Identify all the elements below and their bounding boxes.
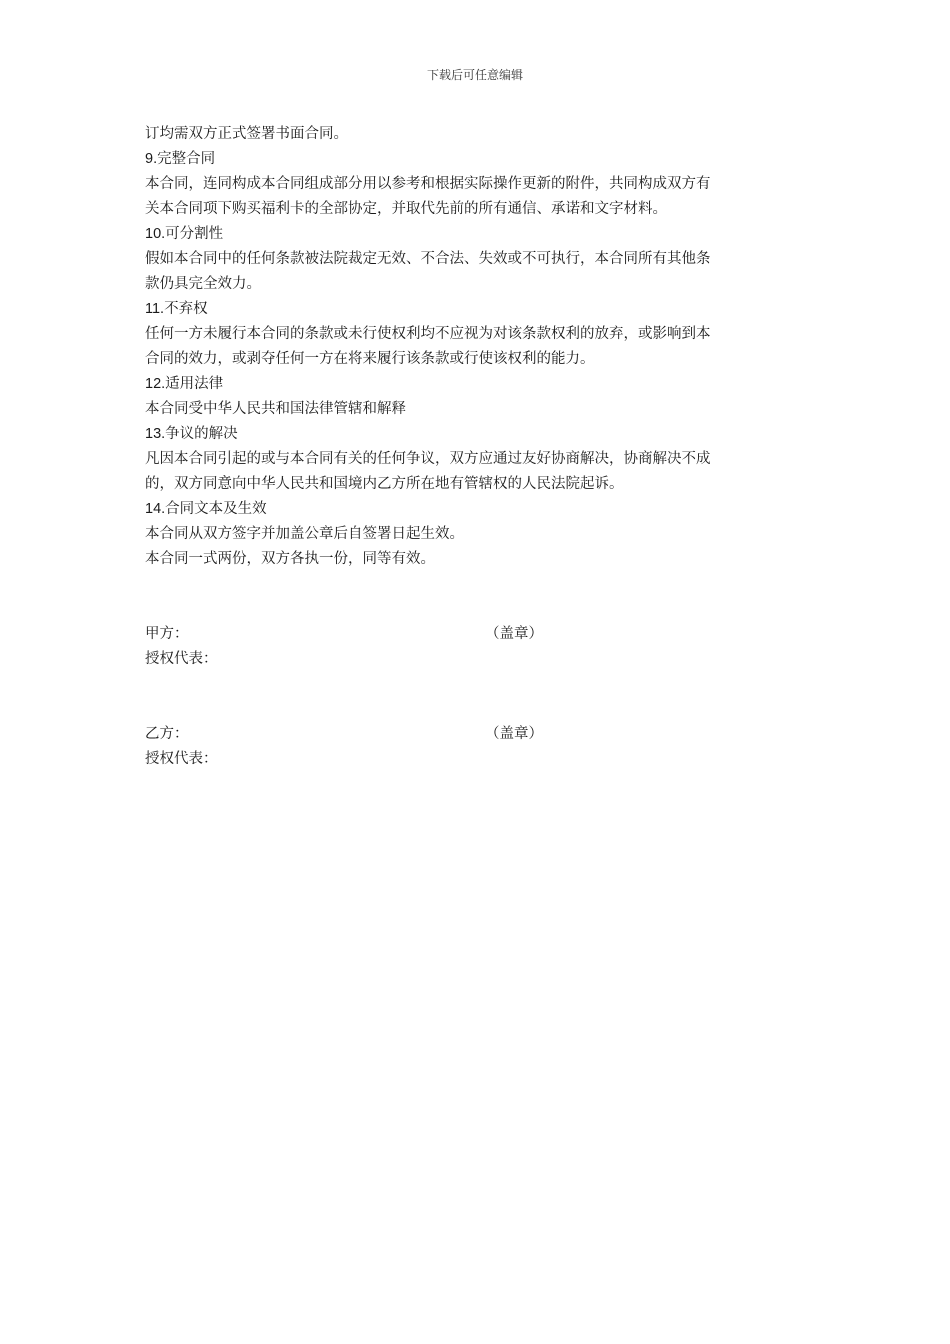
party-a-label: 甲方： — [145, 626, 189, 642]
party-a-representative-label: 授权代表： — [145, 651, 218, 667]
section-heading-dispute-resolution: 13.争议的解决 — [145, 426, 238, 442]
section-text-line: 本合同从双方签字并加盖公章后自签署日起生效。 — [145, 526, 464, 542]
party-b-seal-label: （盖章） — [485, 726, 543, 742]
party-b-label: 乙方： — [145, 726, 189, 742]
section-text-line: 本合同一式两份，双方各执一份，同等有效。 — [145, 551, 435, 567]
section-text-line: 的，双方同意向中华人民共和国境内乙方所在地有管辖权的人民法院起诉。 — [145, 476, 624, 492]
section-text-line: 假如本合同中的任何条款被法院裁定无效、不合法、失效或不可执行，本合同所有其他条 — [145, 251, 711, 267]
page-header: 下载后可任意编辑 — [426, 68, 523, 82]
signature-block-party-a — [145, 622, 805, 672]
section-heading-effectiveness: 14.合同文本及生效 — [145, 501, 267, 517]
section-text-line: 款仍具完全效力。 — [145, 276, 261, 292]
section-heading-complete-contract: 9.完整合同 — [145, 151, 216, 167]
party-a-seal-label: （盖章） — [485, 626, 543, 642]
section-text-line: 任何一方未履行本合同的条款或未行使权利均不应视为对该条款权利的放弃，或影响到本 — [145, 326, 711, 342]
contract-body — [145, 122, 805, 572]
section-text-line: 合同的效力，或剥夺任何一方在将来履行该条款或行使该权利的能力。 — [145, 351, 595, 367]
section-text-line: 凡因本合同引起的或与本合同有关的任何争议，双方应通过友好协商解决，协商解决不成 — [145, 451, 711, 467]
section-text-line: 本合同，连同构成本合同组成部分用以参考和根据实际操作更新的附件，共同构成双方有 — [145, 176, 711, 192]
section-heading-governing-law: 12.适用法律 — [145, 376, 224, 392]
section-heading-no-waiver: 11.不弃权 — [145, 301, 208, 317]
section-text-line: 本合同受中华人民共和国法律管辖和解释 — [145, 401, 406, 417]
party-b-representative-label: 授权代表： — [145, 751, 218, 767]
section-heading-severability: 10.可分割性 — [145, 226, 224, 242]
signature-block-party-b — [145, 722, 805, 772]
section-text-line: 关本合同项下购买福利卡的全部协定，并取代先前的所有通信、承诺和文字材料。 — [145, 201, 667, 217]
continuation-line: 订均需双方正式签署书面合同。 — [145, 126, 348, 142]
